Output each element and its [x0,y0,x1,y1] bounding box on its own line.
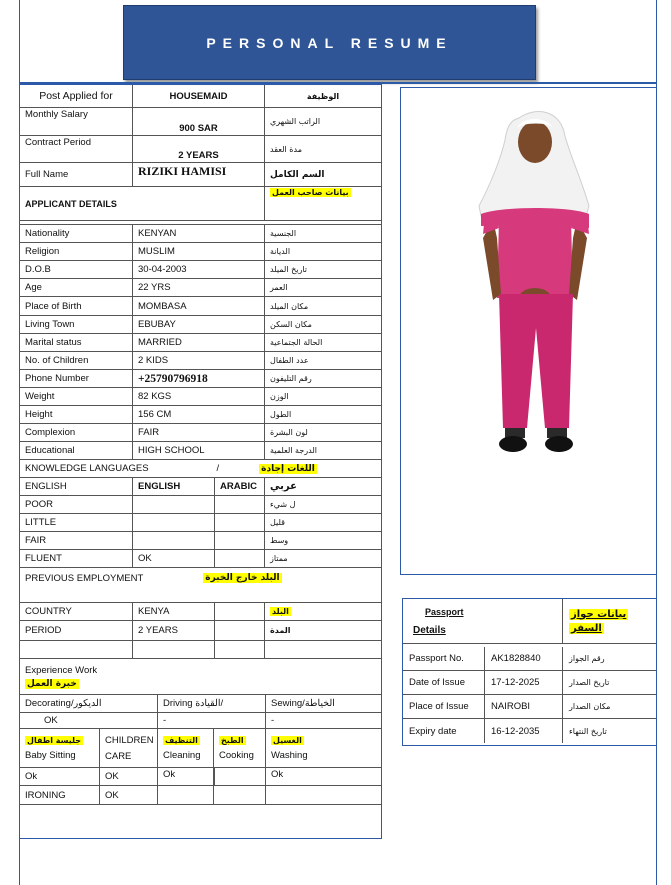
detail-label: No. of Children [20,352,133,369]
detail-value: MOMBASA [133,297,265,315]
detail-value: 156 CM [133,406,265,423]
skill-decorating: Decorating/الديكور [20,695,158,712]
languages-slash: / [216,463,220,474]
detail-row [20,442,381,460]
previous-ar: البلد خارج الخبرة [205,573,280,583]
languages-ar: اللغات إجادة [261,463,315,474]
detail-row [20,334,381,352]
salary-row [20,108,381,136]
washing-label: Washing [271,749,308,761]
detail-row [20,279,381,297]
detail-row [20,388,381,406]
passport-label: Place of Issue [403,695,485,718]
detail-value: MARRIED [133,334,265,351]
skill-decorating-value: OK [20,713,158,728]
experience-ar: خبرة العمل [27,678,77,689]
detail-value: MUSLIM [133,243,265,260]
passport-value: NAIROBI [485,695,563,718]
childcare-label-2: CARE [105,750,132,762]
detail-label: Age [20,279,133,296]
cleaning-ar: التنظيف [165,735,198,745]
detail-row [20,261,381,279]
language-level-ar: ممتاز [270,554,288,563]
period-ar: المدة [270,626,291,635]
contract-row [20,136,381,163]
detail-label: Phone Number [20,370,133,387]
passport-label: Date of Issue [403,671,485,694]
language-level-label: FLUENT [20,550,133,567]
passport-subtitle: Details [413,624,446,636]
fullname-value: RIZIKI HAMISI [133,163,265,186]
cooking-label: Cooking [219,749,254,761]
detail-row [20,297,381,316]
detail-row [20,424,381,442]
country-value: KENYA [133,603,215,620]
language-level-ar: قليل [270,518,285,527]
detail-ar: مكان الميلد [270,301,309,311]
detail-value: 2 KIDS [133,352,265,369]
language-row [20,514,381,532]
country-row [20,603,381,621]
languages-label: KNOWLEDGE LANGUAGES [25,463,149,474]
passport-value: AK1828840 [485,647,563,670]
ironing-value: OK [100,786,158,804]
detail-label: Weight [20,388,133,405]
period-row [20,621,381,641]
babysitting-ar: جليسة اطفال [27,735,82,745]
language-level-ar: وسط [270,536,289,545]
washing-ar: الغسيل [273,735,302,745]
skills-row [20,695,381,713]
language-arabic-value [215,514,265,531]
salary-label: Monthly Salary [20,108,133,135]
detail-value: 82 KGS [133,388,265,405]
detail-value: KENYAN [133,225,265,242]
contract-ar: مدة العقد [270,144,302,154]
country-label: COUNTRY [20,603,133,620]
passport-label: Passport No. [403,647,485,670]
experience-label: Experience Work [25,664,98,676]
childcare-value: OK [100,768,158,785]
detail-ar: تاريخ الميلد [270,265,308,274]
detail-ar: مكان السكن [270,320,312,329]
cleaning-label: Cleaning [163,749,201,761]
cooking-value [214,768,266,785]
detail-label: Living Town [20,316,133,333]
language-english-value [133,532,215,549]
period-label: PERIOD [20,621,133,640]
detail-ar: الدرجة العلمية [270,446,317,455]
language-level-label: LITTLE [20,514,133,531]
passport-ar: تاريخ الصدار [569,678,610,687]
resume-table [19,84,382,839]
passport-title-row [403,599,656,644]
language-arabic-value [215,532,265,549]
language-level-ar: ل شيء [270,500,296,509]
passport-row [403,671,656,695]
page-title: PERSONAL RESUME [206,34,453,51]
washing-value: Ok [271,769,284,780]
applicant-ar: بيانات صاحب العمل [272,188,349,197]
detail-row [20,225,381,243]
detail-ar: الوزن [270,392,289,401]
post-ar: الوظيفة [306,91,340,101]
applicant-row [20,187,381,221]
passport-ar-subtitle: السفر [571,622,602,634]
applicant-photo [401,88,656,574]
duties-values-row [20,768,381,786]
detail-ar: الجنسية [270,229,297,238]
passport-ar: رقم الجواز [569,654,605,663]
detail-row [20,352,381,370]
fullname-row [20,163,381,187]
fullname-label: Full Name [20,163,133,186]
detail-label: D.O.B [20,261,133,278]
babysitting-label: Baby Sitting [25,749,76,761]
lang-header-row [20,478,381,496]
passport-value: 16-12-2035 [485,719,563,743]
photo-box [400,87,657,575]
previous-label: PREVIOUS EMPLOYMENT [25,573,144,584]
detail-ar: لون البشرة [270,428,308,437]
language-arabic-value [215,496,265,513]
detail-row [20,316,381,334]
post-row [20,85,381,108]
detail-label: Marital status [20,334,133,351]
detail-label: Complexion [20,424,133,441]
passport-ar: مكان الصدار [569,702,611,711]
detail-ar: الحالة الجتماعية [270,338,323,347]
salary-value: 900 SAR [133,108,265,135]
passport-box [402,598,657,746]
language-english-value: OK [133,550,215,567]
passport-ar-title: بيانات جواز [571,608,627,620]
detail-ar: رقم التليفون [270,374,312,383]
detail-label: Place of Birth [20,297,133,315]
language-arabic-value [215,550,265,567]
detail-value: 30-04-2003 [133,261,265,278]
previous-row [20,568,381,603]
detail-value: +25790796918 [133,370,265,387]
babysitting-value: Ok [20,768,100,785]
lang-header-en: ENGLISH [133,478,215,495]
detail-label: Educational [20,442,133,459]
languages-row [20,460,381,478]
header-banner [123,5,536,80]
contract-label: Contract Period [20,136,133,162]
detail-ar: الديانة [270,247,291,256]
skill-sewing-value: - [271,715,275,726]
country-ar: البلد [272,607,289,616]
language-row [20,532,381,550]
post-value: HOUSEMAID [133,85,265,107]
detail-ar: الطول [270,410,292,419]
language-level-label: FAIR [20,532,133,549]
passport-row [403,647,656,671]
post-label: Post Applied for [20,85,133,107]
skill-driving: Driving القيادة/ [158,695,266,712]
detail-row [20,370,381,388]
detail-label: Religion [20,243,133,260]
cleaning-value: Ok [158,768,214,785]
detail-value: EBUBAY [133,316,265,333]
passport-label: Expiry date [403,719,485,743]
detail-ar: العمر [270,283,288,292]
passport-ar: تاريخ النتهاء [569,726,607,736]
language-row [20,496,381,514]
detail-label: Height [20,406,133,423]
language-level-label: POOR [20,496,133,513]
salary-ar: الراتب الشهري [270,117,321,126]
detail-value: 22 YRS [133,279,265,296]
experience-row [20,659,381,695]
passport-title: Passport [425,606,464,617]
applicant-label: APPLICANT DETAILS [20,187,265,220]
passport-row [403,719,656,743]
passport-value: 17-12-2025 [485,671,563,694]
detail-value: HIGH SCHOOL [133,442,265,459]
duties-row [20,729,381,768]
lang-header-label: ENGLISH [20,478,133,495]
detail-row [20,243,381,261]
language-english-value [133,496,215,513]
detail-ar: عدد الطفال [270,356,309,365]
ironing-row [20,786,381,805]
fullname-ar: السم الكامل [270,169,325,180]
blank-employment-row [20,641,381,659]
skills-values-row [20,713,381,729]
detail-label: Nationality [20,225,133,242]
ironing-label: IRONING [20,786,100,804]
lang-header-ar: عربي [270,481,297,492]
childcare-label: CHILDREN [105,734,154,746]
cooking-ar: الطبخ [221,735,244,745]
period-value: 2 YEARS [133,621,215,640]
language-row [20,550,381,568]
lang-header-ar-col: ARABIC [215,478,265,495]
skill-sewing: Sewing/الخياطة [271,698,335,709]
language-english-value [133,514,215,531]
skill-driving-value: - [158,713,266,728]
detail-value: FAIR [133,424,265,441]
contract-value: 2 YEARS [133,136,265,162]
detail-row [20,406,381,424]
passport-row [403,695,656,719]
